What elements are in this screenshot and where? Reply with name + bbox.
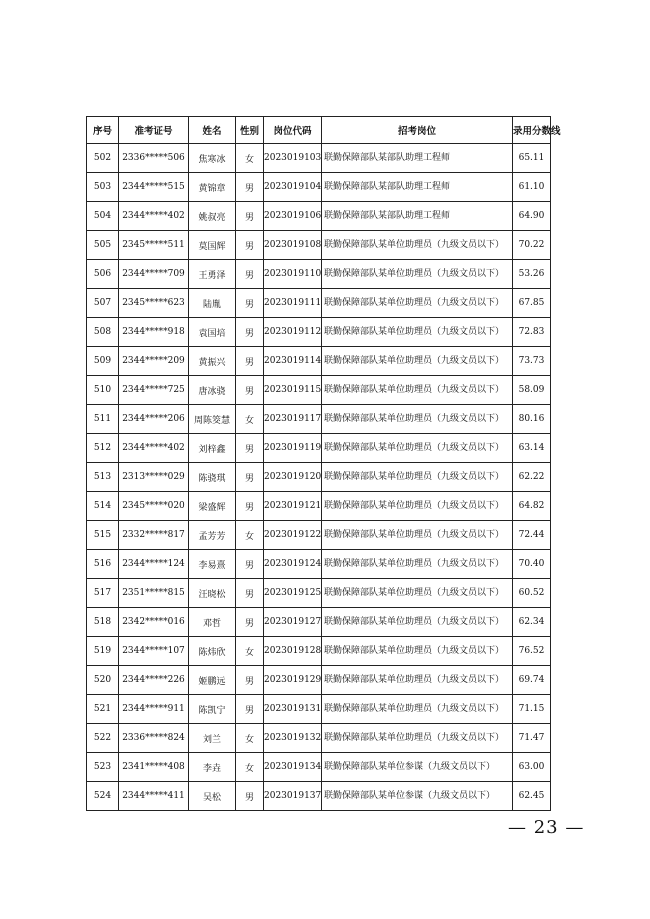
table-row: [87, 753, 551, 782]
cell-code: 2023019132: [264, 724, 322, 753]
table-row: [87, 492, 551, 521]
cell-post: 联勤保障部队某单位助理员（九级文员以下）: [322, 492, 513, 521]
cell-post: 联勤保障部队某单位助理员（九级文员以下）: [322, 579, 513, 608]
cell-score: 58.09: [513, 376, 551, 405]
cell-gender: 男: [236, 695, 264, 724]
cell-code: 2023019122: [264, 521, 322, 550]
cell-seq: 512: [87, 434, 119, 463]
cell-post: 联勤保障部队某单位助理员（九级文员以下）: [322, 666, 513, 695]
cell-name: 李易熹: [189, 550, 236, 579]
cell-gender: 男: [236, 289, 264, 318]
cell-score: 72.44: [513, 521, 551, 550]
cell-post: 联勤保障部队某单位参谋（九级文员以下）: [322, 753, 513, 782]
header-post: 招考岗位: [322, 117, 513, 144]
cell-name: 吴松: [189, 782, 236, 811]
cell-post: 联勤保障部队某单位助理员（九级文员以下）: [322, 376, 513, 405]
cell-post: 联勤保障部队某单位助理员（九级文员以下）: [322, 637, 513, 666]
cell-gender: 女: [236, 724, 264, 753]
table-row: [87, 637, 551, 666]
cell-score: 60.52: [513, 579, 551, 608]
cell-name: 李垚: [189, 753, 236, 782]
cell-post: 联勤保障部队某单位参谋（九级文员以下）: [322, 782, 513, 811]
cell-gender: 男: [236, 318, 264, 347]
cell-seq: 507: [87, 289, 119, 318]
cell-seq: 508: [87, 318, 119, 347]
cell-name: 莫国辉: [189, 231, 236, 260]
table-row: [87, 318, 551, 347]
cell-name: 唐冰骁: [189, 376, 236, 405]
cell-ticket: 2313*****029: [119, 463, 189, 492]
cell-ticket: 2344*****709: [119, 260, 189, 289]
cell-code: 2023019120: [264, 463, 322, 492]
table-row: [87, 347, 551, 376]
header-ticket: 准考证号: [119, 117, 189, 144]
cell-gender: 男: [236, 173, 264, 202]
cell-gender: 男: [236, 231, 264, 260]
cell-name: 陈骁琪: [189, 463, 236, 492]
cell-code: 2023019124: [264, 550, 322, 579]
cell-seq: 509: [87, 347, 119, 376]
cell-code: 2023019121: [264, 492, 322, 521]
cell-gender: 男: [236, 463, 264, 492]
cell-score: 65.11: [513, 144, 551, 173]
cell-score: 70.22: [513, 231, 551, 260]
cell-ticket: 2344*****209: [119, 347, 189, 376]
cell-code: 2023019110: [264, 260, 322, 289]
cell-post: 联勤保障部队某单位助理员（九级文员以下）: [322, 318, 513, 347]
cell-code: 2023019104: [264, 173, 322, 202]
cell-seq: 513: [87, 463, 119, 492]
cell-post: 联勤保障部队某单位助理员（九级文员以下）: [322, 463, 513, 492]
cell-gender: 女: [236, 521, 264, 550]
cell-ticket: 2344*****911: [119, 695, 189, 724]
cell-code: 2023019131: [264, 695, 322, 724]
cell-seq: 522: [87, 724, 119, 753]
cell-post: 联勤保障部队某单位助理员（九级文员以下）: [322, 231, 513, 260]
cell-post: 联勤保障部队某单位助理员（九级文员以下）: [322, 260, 513, 289]
cell-ticket: 2344*****402: [119, 434, 189, 463]
cell-score: 71.47: [513, 724, 551, 753]
cell-name: 黄锦章: [189, 173, 236, 202]
cell-ticket: 2345*****020: [119, 492, 189, 521]
cell-ticket: 2336*****506: [119, 144, 189, 173]
cell-seq: 503: [87, 173, 119, 202]
cell-seq: 521: [87, 695, 119, 724]
cell-ticket: 2332*****817: [119, 521, 189, 550]
table-row: [87, 405, 551, 434]
cell-name: 汪晓松: [189, 579, 236, 608]
table-row: [87, 724, 551, 753]
cell-post: 联勤保障部队某单位助理员（九级文员以下）: [322, 695, 513, 724]
cell-name: 梁盛辉: [189, 492, 236, 521]
cell-name: 陆胤: [189, 289, 236, 318]
cell-code: 2023019117: [264, 405, 322, 434]
table-row: [87, 289, 551, 318]
cell-seq: 516: [87, 550, 119, 579]
cell-ticket: 2344*****725: [119, 376, 189, 405]
cell-name: 陈炜欣: [189, 637, 236, 666]
table-row: [87, 463, 551, 492]
table-row: [87, 782, 551, 811]
cell-score: 69.74: [513, 666, 551, 695]
cell-ticket: 2345*****623: [119, 289, 189, 318]
cell-ticket: 2345*****511: [119, 231, 189, 260]
cell-code: 2023019103: [264, 144, 322, 173]
cell-seq: 524: [87, 782, 119, 811]
cell-score: 73.73: [513, 347, 551, 376]
header-code: 岗位代码: [264, 117, 322, 144]
score-table: [86, 116, 561, 811]
cell-seq: 520: [87, 666, 119, 695]
cell-ticket: 2344*****411: [119, 782, 189, 811]
cell-gender: 女: [236, 637, 264, 666]
cell-gender: 女: [236, 144, 264, 173]
cell-name: 刘兰: [189, 724, 236, 753]
cell-code: 2023019115: [264, 376, 322, 405]
cell-code: 2023019114: [264, 347, 322, 376]
cell-code: 2023019108: [264, 231, 322, 260]
cell-score: 64.82: [513, 492, 551, 521]
cell-ticket: 2341*****408: [119, 753, 189, 782]
cell-seq: 502: [87, 144, 119, 173]
table-row: [87, 260, 551, 289]
cell-gender: 男: [236, 434, 264, 463]
table-header-row: [87, 117, 551, 144]
cell-gender: 女: [236, 753, 264, 782]
cell-gender: 男: [236, 202, 264, 231]
table-row: [87, 202, 551, 231]
cell-post: 联勤保障部队某单位助理员（九级文员以下）: [322, 434, 513, 463]
table-row: [87, 666, 551, 695]
cell-gender: 男: [236, 782, 264, 811]
cell-name: 孟芳芳: [189, 521, 236, 550]
cell-score: 67.85: [513, 289, 551, 318]
cell-score: 71.15: [513, 695, 551, 724]
cell-score: 72.83: [513, 318, 551, 347]
cell-seq: 514: [87, 492, 119, 521]
header-seq: 序号: [87, 117, 119, 144]
table-body: [87, 144, 551, 811]
table-row: [87, 434, 551, 463]
cell-ticket: 2336*****824: [119, 724, 189, 753]
cell-ticket: 2344*****206: [119, 405, 189, 434]
cell-gender: 男: [236, 260, 264, 289]
cell-gender: 男: [236, 376, 264, 405]
cell-code: 2023019125: [264, 579, 322, 608]
cell-seq: 518: [87, 608, 119, 637]
page-number: — 23 —: [508, 817, 585, 838]
header-score: 录用分数线: [513, 117, 551, 144]
cell-seq: 504: [87, 202, 119, 231]
cell-post: 联勤保障部队某单位助理员（九级文员以下）: [322, 347, 513, 376]
cell-score: 62.34: [513, 608, 551, 637]
cell-ticket: 2344*****226: [119, 666, 189, 695]
cell-score: 62.22: [513, 463, 551, 492]
cell-name: 周陈筊慧: [189, 405, 236, 434]
cell-ticket: 2351*****815: [119, 579, 189, 608]
cell-code: 2023019137: [264, 782, 322, 811]
cell-name: 黄振兴: [189, 347, 236, 376]
cell-code: 2023019134: [264, 753, 322, 782]
cell-score: 53.26: [513, 260, 551, 289]
table-row: [87, 144, 551, 173]
cell-code: 2023019127: [264, 608, 322, 637]
cell-seq: 517: [87, 579, 119, 608]
cell-name: 刘梓鑫: [189, 434, 236, 463]
table-row: [87, 608, 551, 637]
cell-score: 80.16: [513, 405, 551, 434]
cell-name: 姬鹏远: [189, 666, 236, 695]
table-row: [87, 231, 551, 260]
cell-seq: 523: [87, 753, 119, 782]
cell-name: 焦寒冰: [189, 144, 236, 173]
cell-gender: 男: [236, 608, 264, 637]
table-row: [87, 579, 551, 608]
cell-seq: 505: [87, 231, 119, 260]
cell-ticket: 2344*****124: [119, 550, 189, 579]
cell-name: 袁国培: [189, 318, 236, 347]
cell-code: 2023019112: [264, 318, 322, 347]
cell-name: 陈凯宁: [189, 695, 236, 724]
cell-gender: 男: [236, 550, 264, 579]
cell-post: 联勤保障部队某单位助理员（九级文员以下）: [322, 405, 513, 434]
cell-score: 61.10: [513, 173, 551, 202]
cell-name: 王勇泽: [189, 260, 236, 289]
cell-gender: 男: [236, 579, 264, 608]
cell-seq: 519: [87, 637, 119, 666]
cell-seq: 506: [87, 260, 119, 289]
header-name: 姓名: [189, 117, 236, 144]
cell-ticket: 2344*****107: [119, 637, 189, 666]
cell-name: 邓哲: [189, 608, 236, 637]
table-row: [87, 521, 551, 550]
cell-gender: 男: [236, 492, 264, 521]
cell-code: 2023019119: [264, 434, 322, 463]
cell-post: 联勤保障部队某单位助理员（九级文员以下）: [322, 550, 513, 579]
cell-seq: 515: [87, 521, 119, 550]
table-row: [87, 173, 551, 202]
table-row: [87, 695, 551, 724]
cell-post: 联勤保障部队某单位助理员（九级文员以下）: [322, 608, 513, 637]
cell-gender: 男: [236, 666, 264, 695]
cell-score: 70.40: [513, 550, 551, 579]
cell-seq: 510: [87, 376, 119, 405]
cell-code: 2023019128: [264, 637, 322, 666]
cell-ticket: 2344*****515: [119, 173, 189, 202]
cell-ticket: 2344*****918: [119, 318, 189, 347]
cell-ticket: 2344*****402: [119, 202, 189, 231]
header-gender: 性别: [236, 117, 264, 144]
cell-post: 联勤保障部队某部队助理工程师: [322, 173, 513, 202]
cell-name: 姚叔亮: [189, 202, 236, 231]
cell-seq: 511: [87, 405, 119, 434]
cell-post: 联勤保障部队某单位助理员（九级文员以下）: [322, 724, 513, 753]
cell-score: 63.00: [513, 753, 551, 782]
cell-score: 63.14: [513, 434, 551, 463]
cell-gender: 女: [236, 405, 264, 434]
table-row: [87, 376, 551, 405]
cell-post: 联勤保障部队某单位助理员（九级文员以下）: [322, 521, 513, 550]
cell-post: 联勤保障部队某部队助理工程师: [322, 202, 513, 231]
cell-score: 64.90: [513, 202, 551, 231]
cell-post: 联勤保障部队某单位助理员（九级文员以下）: [322, 289, 513, 318]
cell-code: 2023019111: [264, 289, 322, 318]
cell-ticket: 2342*****016: [119, 608, 189, 637]
cell-code: 2023019129: [264, 666, 322, 695]
table-row: [87, 550, 551, 579]
cell-gender: 男: [236, 347, 264, 376]
cell-code: 2023019106: [264, 202, 322, 231]
cell-score: 62.45: [513, 782, 551, 811]
cell-score: 76.52: [513, 637, 551, 666]
cell-post: 联勤保障部队某部队助理工程师: [322, 144, 513, 173]
